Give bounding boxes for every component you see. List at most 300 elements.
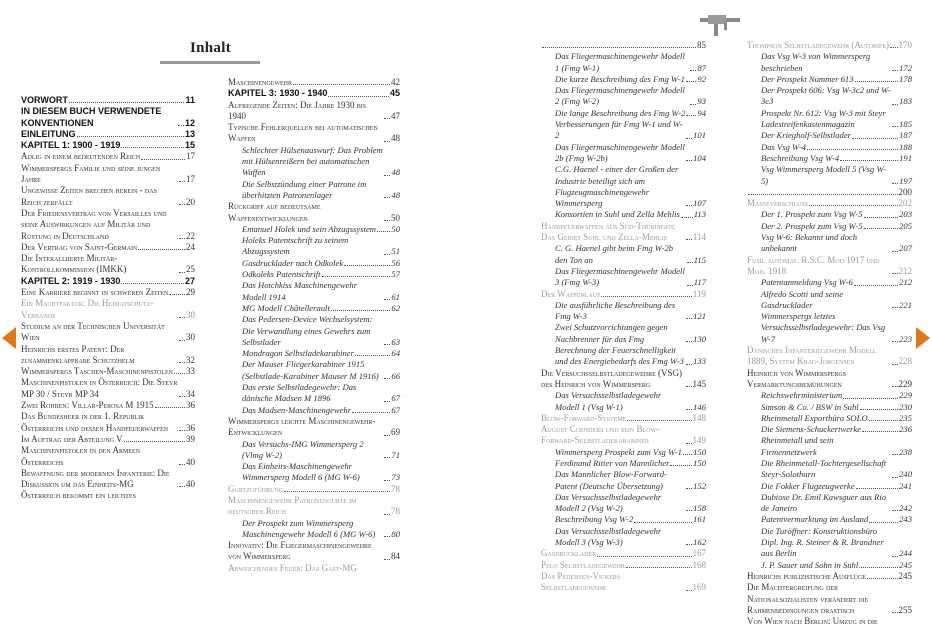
leader-dots	[124, 441, 185, 442]
toc-entry-title: Ungewisse Zeiten brechen herein - das Reich zerfällt	[21, 185, 157, 207]
toc-entry[interactable]	[747, 209, 912, 220]
toc-entry-page: 63	[391, 336, 400, 347]
leader-dots	[384, 118, 390, 119]
leader-dots	[869, 522, 898, 523]
toc-entry[interactable]	[21, 445, 195, 468]
toc-entry[interactable]	[747, 187, 912, 198]
leader-dots	[384, 141, 390, 142]
toc-entry[interactable]	[228, 540, 400, 563]
toc-entry-page: 119	[692, 288, 706, 299]
toc-entry-page: 12	[184, 117, 195, 128]
toc-entry-title: Der Vertrag von Saint-Germain	[21, 241, 138, 252]
toc-entry-title: Dänisches Infanteriegewehr Modell 1889, System Krag-Jorgensen	[747, 345, 877, 367]
toc-entry[interactable]	[541, 289, 706, 300]
toc-entry[interactable]	[21, 490, 195, 501]
toc-entry[interactable]	[541, 209, 706, 220]
toc-entry[interactable]	[21, 208, 195, 242]
leader-dots	[860, 409, 898, 410]
toc-entry-page: 188	[899, 141, 912, 152]
toc-entry-title: Maschinengewehr	[228, 77, 292, 87]
toc-entry[interactable]	[541, 390, 706, 413]
toc-entry-title: Heinrichs publizistische Ausflüge	[747, 570, 867, 581]
toc-entry[interactable]	[541, 108, 706, 119]
toc-entry-title: Heinrichs erstes Patent: Der zusammenklappbare Schutzhelm	[21, 343, 135, 365]
toc-entry-title: Fusil automat. R.S.C. Mod 1917 und Mod. 1918	[747, 254, 880, 276]
toc-entry-title: J. P. Sauer und Sohn in Suhl	[761, 559, 859, 570]
toc-entry-page: 20	[186, 196, 195, 207]
toc-entry[interactable]	[228, 382, 400, 405]
toc-entry[interactable]	[541, 526, 706, 549]
leader-dots	[344, 265, 390, 266]
toc-entry-title: Reichswehrministerium	[761, 390, 843, 401]
toc-entry-title: Die Versuchsselbstladegewehre (VSG) des Heinrich von Wimmersperg	[541, 367, 682, 389]
leader-dots	[686, 81, 697, 82]
toc-entry-title: Der Mauser Fliegerkarabiner 1915 (Selbstlade-Karabiner Mauser M 1916)	[242, 359, 379, 381]
toc-entry-title: Rückgriff auf bedeutsame Waffenentwicklungen	[228, 201, 321, 223]
toc-entry-page: 47	[391, 110, 400, 121]
toc-entry-title: Mondragon Selbstladekarabiner	[242, 348, 354, 359]
toc-entry[interactable]	[228, 303, 400, 314]
toc-entry[interactable]	[21, 140, 195, 151]
leader-dots	[686, 205, 692, 206]
toc-entry-page: 94	[697, 107, 706, 118]
leader-dots	[807, 149, 898, 150]
toc-entry-page: 168	[692, 559, 706, 570]
toc-entry[interactable]	[541, 560, 706, 571]
leader-dots	[686, 590, 692, 591]
toc-entry[interactable]	[541, 74, 706, 85]
leader-dots	[384, 536, 390, 537]
toc-entry[interactable]	[21, 276, 195, 287]
toc-entry-page: 34	[186, 388, 195, 399]
leader-dots	[892, 556, 898, 557]
toc-entry[interactable]	[747, 51, 912, 74]
toc-entry[interactable]	[747, 255, 912, 278]
leader-dots	[179, 362, 185, 363]
toc-entry-page: 78	[391, 506, 400, 517]
toc-entry[interactable]	[228, 122, 400, 145]
toc-entry-page: 169	[692, 582, 706, 593]
toc-entry[interactable]	[747, 232, 912, 255]
toc-entry-page: 69	[391, 427, 400, 438]
toc-entry-title: Rheinmetall und sein Firmennetzwerk	[761, 435, 834, 457]
leader-dots	[179, 464, 185, 465]
toc-entry[interactable]	[747, 435, 912, 458]
toc-entry-title: Das Pedersen-Device Wechselsystem: Die Verwandlung eines Gewehrs zum Selbstlader	[242, 314, 373, 347]
leader-dots	[542, 47, 696, 48]
leader-dots	[634, 522, 692, 523]
toc-entry[interactable]	[541, 413, 706, 424]
toc-entry-page: 40	[186, 479, 195, 490]
toc-entry[interactable]	[747, 368, 912, 391]
toc-entry[interactable]	[228, 145, 400, 179]
toc-entry[interactable]	[541, 447, 706, 458]
leader-dots	[843, 398, 898, 399]
leader-dots	[892, 364, 898, 365]
toc-entry-title: Das Mannlicher Blow-Forward-Patent (Deutsche Übersetzung)	[555, 469, 667, 491]
leader-dots	[686, 488, 692, 489]
toc-entry-page: 48	[391, 189, 400, 200]
toc-entry-title: Innovativ: Die Fliegermaschinengewehre von Wimmersperg	[228, 540, 372, 562]
prev-page-arrow-icon[interactable]	[2, 327, 16, 349]
toc-entry-page: 146	[693, 401, 706, 412]
toc-entry-page: 212	[899, 277, 912, 288]
leader-dots	[384, 480, 390, 481]
leader-dots	[686, 318, 692, 319]
toc-entry-page: 114	[692, 232, 706, 243]
leader-dots	[840, 160, 898, 161]
toc-entry[interactable]	[541, 492, 706, 515]
toc-entry[interactable]	[747, 616, 912, 627]
toc-entry-page: 115	[693, 254, 706, 265]
toc-entry[interactable]	[228, 405, 400, 416]
toc-entry-title: Das Versuchsselbstladegewehr Modell 3 (Vsg W-3)	[555, 525, 662, 548]
toc-entry[interactable]	[747, 85, 912, 108]
leader-dots	[179, 317, 185, 318]
toc-entry-page: 130	[693, 333, 706, 344]
leader-dots	[856, 488, 899, 489]
toc-entry-page: 25	[186, 264, 195, 275]
leader-dots	[384, 514, 390, 515]
toc-entry[interactable]	[747, 289, 912, 312]
leader-dots	[687, 285, 693, 286]
toc-entry-title: Gasdrucklader nach Odkolek	[242, 257, 344, 268]
toc-entry[interactable]	[228, 359, 400, 382]
toc-entry[interactable]	[747, 108, 912, 131]
machine-gun-icon	[698, 12, 743, 38]
leader-dots	[179, 396, 185, 397]
next-page-arrow-icon[interactable]	[916, 327, 930, 349]
leader-dots	[890, 47, 897, 48]
toc-entry-page: 207	[899, 243, 912, 254]
toc-entry[interactable]	[21, 434, 195, 445]
toc-entry[interactable]	[21, 287, 195, 298]
toc-entry-page: 42	[391, 77, 400, 87]
toc-entry-title: Die Rheinmetall-Tochtergesellschaft Steyr-Solothurn	[761, 457, 887, 480]
toc-entry[interactable]	[747, 311, 912, 345]
toc-entry[interactable]	[747, 560, 912, 571]
leader-dots	[690, 104, 696, 105]
toc-entry[interactable]	[228, 416, 400, 439]
toc-entry-title: Prospekt Nr. 612: Vsg W-3 mit Steyr Ladestreifenkastenmagazin	[761, 107, 886, 130]
leader-dots	[141, 159, 185, 160]
toc-entry-title: Berechnung der Feuerschnelligkeit und des Energiebedarfs des Fmg W-3	[555, 345, 684, 367]
toc-entry-title: Das Versuchsselbstladegewehr Modell 2 (Vsg W-2)	[555, 491, 662, 514]
toc-entry[interactable]	[541, 368, 706, 391]
toc-entry[interactable]	[747, 413, 912, 424]
toc-entry[interactable]	[747, 481, 912, 492]
toc-entry-title: Das Fliegermaschinengewehr Modell 2 (Fmg W-2)	[555, 85, 685, 107]
toc-entry[interactable]	[747, 582, 912, 616]
toc-entry[interactable]	[228, 235, 400, 258]
toc-entry-title: Heinrich von Wimmerspergs Vermarktungsbemühungen	[747, 367, 847, 389]
toc-entry[interactable]	[541, 119, 706, 142]
toc-entry-title: Wimmerspergs Familie und seine jungen Jahre	[21, 162, 161, 185]
leader-dots	[179, 340, 185, 341]
toc-entry[interactable]	[747, 345, 912, 368]
toc-entry[interactable]	[747, 221, 912, 232]
leader-dots	[377, 231, 390, 232]
toc-entry[interactable]	[228, 224, 400, 235]
toc-column-2	[228, 77, 400, 574]
toc-entry[interactable]	[541, 85, 706, 108]
toc-entry-page: 113	[693, 209, 706, 220]
toc-entry[interactable]	[228, 495, 400, 518]
toc-entry[interactable]	[21, 411, 195, 434]
toc-entry[interactable]	[21, 242, 195, 253]
toc-entry-page: 117	[693, 277, 706, 288]
leader-dots	[384, 378, 390, 379]
toc-entry[interactable]	[747, 390, 912, 401]
leader-dots	[892, 612, 898, 613]
toc-entry[interactable]	[228, 314, 400, 348]
toc-entry[interactable]	[747, 142, 912, 153]
toc-entry[interactable]	[747, 458, 912, 481]
toc-entry[interactable]	[747, 514, 912, 525]
toc-entry-title: Vsg W-6: Bekannt und doch unbekannt	[761, 232, 858, 254]
toc-entry[interactable]	[228, 269, 400, 280]
toc-entry[interactable]	[228, 201, 400, 224]
toc-entry[interactable]	[21, 185, 195, 208]
toc-entry-title: Thompson Selbstladegewehr (Autorife)	[747, 40, 890, 50]
toc-entry[interactable]	[541, 322, 706, 345]
toc-entry-page: 229	[898, 378, 912, 389]
toc-entry-title: Der Friedensvertrag von Versailles und seine Auswirkungen auf Militär und Rüstung in Deutschland	[21, 207, 167, 241]
toc-entry-page: 148	[692, 412, 706, 423]
leader-dots	[686, 160, 692, 161]
toc-entry-page: 205	[899, 220, 912, 231]
leader-dots	[384, 197, 390, 198]
toc-entry-title: Emanuel Holek und sein Abzugssystem	[242, 223, 376, 234]
toc-entry[interactable]	[21, 106, 195, 129]
toc-entry[interactable]	[21, 253, 195, 276]
toc-entry-title: Der Prospekt zum Wimmersperg Maschinengewehr Modell 6 (MG W-6)	[242, 517, 376, 539]
toc-entry-page: 15	[184, 140, 195, 151]
toc-entry[interactable]	[747, 277, 912, 288]
leader-dots	[384, 457, 390, 458]
toc-entry-title: Simson & Co. / BSW in Suhl	[761, 401, 859, 412]
leader-dots	[869, 420, 898, 421]
toc-entry[interactable]	[747, 164, 912, 187]
toc-entry-title: Das Madsen-Maschinengewehr	[242, 404, 352, 415]
toc-entry-title: Schlechter Hülsenauswurf: Das Problem mit Hülsenreißern bei automatischen Waffen	[242, 144, 383, 178]
toc-entry-page: 228	[898, 356, 912, 367]
toc-entry-title: Aufregende Zeiten: Die Jahre 1930 bis 1940	[228, 99, 367, 121]
toc-entry-title: Vsg Wimmersperg Modell 5 (Vsg W-5)	[761, 164, 887, 186]
toc-entry[interactable]	[228, 563, 400, 574]
toc-entry[interactable]	[21, 366, 195, 377]
toc-entry-title: Gasdrucklader	[541, 548, 597, 559]
toc-entry[interactable]	[228, 280, 400, 303]
leader-dots	[384, 220, 390, 221]
toc-entry-title: Verbesserungen für Fmg W-1 und W-2	[555, 119, 683, 141]
leader-dots	[686, 510, 692, 511]
toc-entry[interactable]	[541, 458, 706, 469]
leader-dots	[686, 364, 692, 365]
toc-entry[interactable]	[541, 51, 706, 74]
toc-entry-page: 238	[899, 446, 912, 457]
toc-entry[interactable]	[21, 468, 195, 491]
toc-entry-page: 245	[898, 570, 912, 581]
toc-entry[interactable]	[541, 514, 706, 525]
toc-entry[interactable]	[228, 100, 400, 123]
toc-entry-page: 66	[391, 370, 400, 381]
toc-entry[interactable]	[747, 40, 912, 51]
toc-entry-title: KAPITEL 3: 1930 - 1940	[228, 88, 328, 99]
toc-entry-title: Zwei Rohren: Villar-Perosa M 1915	[21, 400, 154, 411]
toc-entry-page: 17	[186, 174, 195, 185]
toc-entry[interactable]	[541, 469, 706, 492]
leader-dots	[284, 491, 390, 492]
toc-entry-page: 67	[391, 393, 400, 404]
toc-entry[interactable]	[228, 88, 400, 99]
toc-entry-title: VORWORT	[21, 95, 68, 105]
toc-entry-page: 104	[693, 152, 706, 163]
toc-entry[interactable]	[541, 221, 706, 244]
toc-entry-page: 48	[391, 167, 400, 178]
toc-entry[interactable]	[541, 424, 706, 447]
toc-entry[interactable]	[747, 402, 912, 413]
toc-entry[interactable]	[541, 40, 706, 51]
leader-dots	[178, 125, 184, 126]
toc-entry[interactable]	[541, 300, 706, 323]
leader-dots	[121, 283, 184, 284]
toc-entry-title: Der Prospekt 606: Vsg W-3c2 und W-3c3	[761, 85, 891, 107]
leader-dots	[892, 341, 898, 342]
toc-entry[interactable]	[541, 266, 706, 289]
leader-dots	[384, 254, 390, 255]
leader-dots	[384, 401, 390, 402]
leader-dots	[683, 454, 692, 455]
toc-entry[interactable]	[228, 439, 400, 462]
toc-entry-title: Das Versuchs-IMG Wimmersperg 2 (Vlmg W-2)	[242, 438, 364, 460]
toc-entry[interactable]	[21, 129, 195, 140]
toc-entry-page: 152	[693, 480, 706, 491]
leader-dots	[854, 285, 898, 286]
toc-entry-title: Handfeuerwaffen aus Süd-Thüringen: Das Gebiet Suhl und Zella-Mehlis	[541, 220, 676, 243]
toc-entry[interactable]	[21, 298, 195, 321]
toc-entry[interactable]	[228, 518, 400, 541]
toc-entry-page: 32	[186, 354, 195, 365]
toc-entry[interactable]	[228, 348, 400, 359]
leader-dots	[686, 544, 692, 545]
toc-entry-page: 107	[693, 198, 706, 209]
toc-entry-page: 51	[391, 246, 400, 257]
toc-entry-page: 150	[693, 457, 706, 468]
toc-entry-page: 200	[898, 186, 912, 197]
toc-entry[interactable]	[21, 377, 195, 400]
toc-entry[interactable]	[541, 243, 706, 266]
toc-entry[interactable]	[541, 164, 706, 209]
toc-entry-title: Die Turöffner: Konstruktionsbüro Dipl. Ing. R. Steiner & R. Brandner aus Berlin	[761, 525, 884, 559]
toc-entry[interactable]	[541, 548, 706, 559]
toc-entry[interactable]	[747, 153, 912, 164]
toc-entry-title: Dubiose Dr. Emil Kawsguer aus Rio de Janeiro	[761, 491, 887, 514]
toc-entry-page: 185	[899, 119, 912, 130]
toc-entry-title: Das Fliegermaschinengewehr Modell 3 (Fmg W-3)	[555, 265, 685, 288]
toc-entry-title: Patentanmeldung Vsg W-6	[761, 277, 853, 288]
toc-entry[interactable]	[21, 400, 195, 411]
toc-entry-page: 245	[899, 559, 912, 570]
toc-entry-page: 64	[391, 348, 400, 359]
page-title: Inhalt	[190, 40, 231, 56]
leader-dots	[867, 578, 897, 579]
toc-entry-title: Der 2. Prospekt zum Vsg W-5	[761, 220, 863, 231]
toc-entry[interactable]	[21, 151, 195, 162]
toc-entry-title: Pelo Selbstladegewehr	[541, 559, 625, 570]
toc-entry-title: Maschinenpistolen in den Armeen Österreichs	[21, 445, 140, 467]
toc-entry-title: Die kurze Beschreibung des Fmg W-1	[555, 73, 685, 84]
toc-entry[interactable]	[228, 484, 400, 495]
toc-entry[interactable]	[747, 130, 912, 141]
leader-dots	[864, 217, 899, 218]
toc-entry-title: Alfredo Scotti und seine Gasdrucklader	[761, 288, 844, 310]
toc-entry-title: Eine Karriere beginnt in schweren Zeiten	[21, 287, 169, 298]
toc-entry[interactable]	[21, 344, 195, 367]
toc-entry-title: Das Versuchsselbstladegewehr Modell 1 (Vsg W-1)	[555, 390, 662, 412]
toc-entry[interactable]	[747, 74, 912, 85]
toc-entry-title: Das Pedersen-Vickers Selbstladegewehr	[541, 570, 621, 593]
leader-dots	[892, 307, 898, 308]
toc-entry[interactable]	[541, 571, 706, 594]
leader-dots	[686, 341, 692, 342]
toc-entry-title: C. G. Haenel gibt beim Fmg W-2b den Ton an	[555, 243, 674, 265]
toc-entry-page: 241	[899, 480, 912, 491]
leader-dots	[686, 239, 692, 240]
toc-entry[interactable]	[747, 492, 912, 515]
toc-entry-title: Zwei Schutzvorrichtungen gegen Nachbrenner für das Fmg	[555, 322, 668, 344]
toc-entry[interactable]	[228, 179, 400, 202]
toc-entry-page: 172	[899, 62, 912, 73]
toc-entry-title: Abweichendes Feuer: Das Gast-MG	[228, 562, 357, 573]
toc-entry-page: 80	[391, 528, 400, 539]
toc-entry[interactable]	[21, 321, 195, 344]
leader-dots	[155, 407, 185, 408]
toc-entry-page: 243	[899, 514, 912, 525]
toc-entry[interactable]	[747, 526, 912, 560]
toc-entry[interactable]	[747, 198, 912, 209]
toc-entry-page: 45	[389, 88, 400, 99]
toc-entry-page: 170	[898, 40, 912, 50]
toc-entry-page: 48	[391, 133, 400, 144]
toc-entry[interactable]	[541, 142, 706, 165]
toc-entry[interactable]	[541, 345, 706, 368]
toc-entry-page: 36	[186, 422, 195, 433]
leader-dots	[179, 204, 185, 205]
toc-entry[interactable]	[747, 424, 912, 435]
toc-entry-page: 87	[697, 62, 706, 73]
toc-entry[interactable]	[21, 163, 195, 186]
toc-entry[interactable]	[21, 95, 195, 106]
leader-dots	[384, 175, 390, 176]
toc-entry-title: C.G. Haenel - einer der Großen der Industrie beteiligt sich am Flugzeugmaschinengewehr Wimmersperg	[555, 164, 679, 209]
leader-dots	[169, 294, 185, 295]
leader-dots	[179, 238, 185, 239]
toc-entry[interactable]	[228, 258, 400, 269]
toc-entry-title: Patentvermarktung im Ausland	[761, 514, 869, 525]
toc-entry-title: Österreich bekommt ein leichtes	[21, 490, 136, 501]
toc-entry[interactable]	[228, 461, 400, 484]
toc-entry-title: Die Interalliierte Militär-Kontrollkommission (IMKK)	[21, 253, 127, 275]
toc-entry[interactable]	[747, 571, 912, 582]
toc-entry-title: Beschreibung Vsg W-2	[555, 514, 634, 525]
toc-entry[interactable]	[228, 77, 400, 88]
toc-entry-page: 50	[391, 223, 400, 234]
toc-entry-title: MG Modell Châtellerault	[242, 302, 330, 313]
leader-dots	[892, 183, 898, 184]
toc-entry-title: Das Bundesheer in der 1. Republik Österreichs und dessen Handfeuerwaffen	[21, 411, 169, 433]
toc-entry-page: 33	[186, 366, 195, 377]
